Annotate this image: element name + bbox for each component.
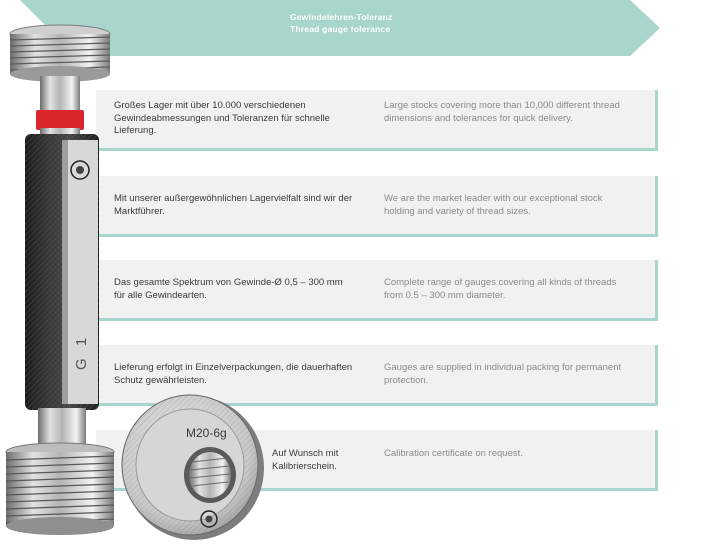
row-text-de: Mit unserer außergewöhnlichen Lagervielfalt sind wir der Marktführer.: [114, 193, 353, 217]
banner-title-en: Thread gauge tolerance: [290, 24, 391, 34]
plug-bottom-thread: [6, 443, 114, 535]
row-text-de: Das gesamte Spektrum von Gewinde-Ø 0,5 – 300 mm für alle Gewindearten.: [114, 277, 343, 301]
row-text-de: Lieferung erfolgt in Einzelverpackungen, die dauerhaften Schutz gewährleisten.: [114, 362, 353, 386]
ring-gauge: [122, 395, 264, 540]
row-text-en: Gauges are supplied in individual packing for permanent protection.: [384, 362, 622, 386]
banner-title-de: Gewindelehren-Toleranz: [290, 12, 393, 22]
row-text-en: We are the market leader with our exceptional stock holding and variety of thread sizes.: [384, 193, 603, 217]
row-text-en: Large stocks covering more than 10,000 different thread dimensions and tolerances for quick delivery.: [384, 100, 620, 124]
row-text-en: Calibration certificate on request.: [384, 448, 523, 459]
plug-gauge-marking: G 1: [73, 333, 90, 370]
ring-gauge-marking: M20-6g: [186, 426, 227, 440]
plug-upper-neck: [40, 76, 80, 112]
plug-lower-neck: [38, 408, 86, 446]
row-text-de: Auf Wunsch mit Kalibrierschein.: [272, 448, 339, 472]
go-side-red-band: [36, 110, 84, 130]
row-text-en: Complete range of gauges covering all kinds of threads from 0.5 – 300 mm diameter.: [384, 277, 617, 301]
plug-top-thread: [10, 25, 110, 82]
row-text-de: Großes Lager mit über 10.000 verschiedenen Gewindeabmessungen und Toleranzen für schnelle Lieferung.: [114, 100, 330, 136]
